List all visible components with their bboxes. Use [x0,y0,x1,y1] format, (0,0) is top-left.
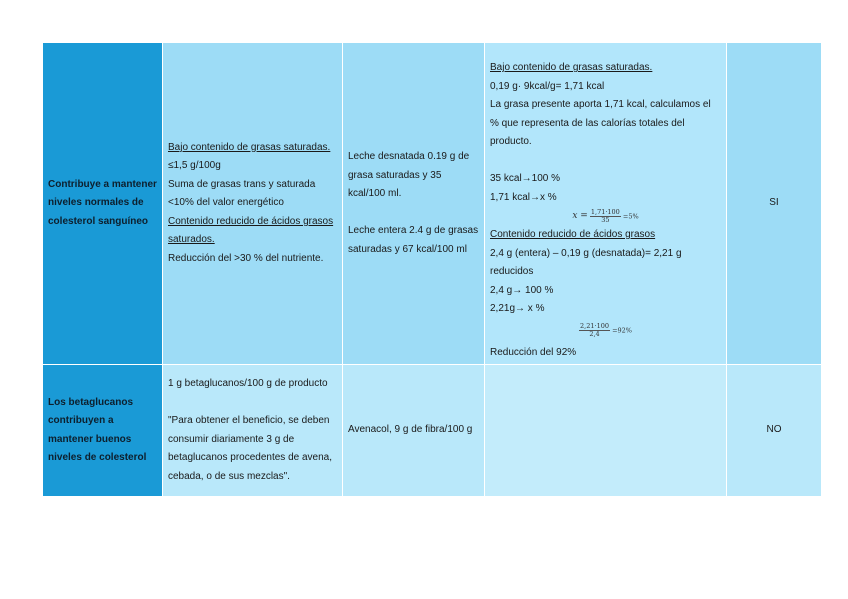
formula-1 [490,209,721,224]
claim-text: Contribuye a mantener niveles normales de colesterol sanguíneo [48,178,157,227]
calc-heading: Bajo contenido de grasas saturadas. [490,62,653,73]
formula-result: =5% [622,212,639,221]
products-cell [343,43,485,365]
calc-text: 2,21g→ x % [490,303,545,314]
formula-numerator: 2,21·100 [580,321,609,330]
claims-table [43,43,821,496]
condition-text: 1 g betaglucanos/100 g de producto [168,378,328,389]
formula-denominator: 35 [601,216,610,224]
product-text: Avenacol, 9 g de fibra/100 g [348,424,473,436]
condition-text: Reducción del >30 % del nutriente. [168,252,324,264]
table-row [43,43,821,365]
product-text: Leche desnatada 0.19 g de grasa saturadas y 35 kcal/100 ml. [348,151,470,199]
calc-text: 2,4 g→ 100 % [490,284,554,296]
formula-result: =92% [612,326,632,334]
table-row [43,365,821,496]
calculation-cell [485,43,727,365]
calc-text: 0,19 g· 9kcal/g= 1,71 kcal [490,80,605,92]
calc-text: 1,71 kcal→x % [490,191,557,203]
formula-numerator: 1,71·100 [590,208,620,216]
formula-2 [490,323,721,338]
claim-cell [43,365,163,496]
product-text: Leche entera 2.4 g de grasas saturadas y 67 kcal/100 ml [348,225,479,255]
result-cell [727,365,821,496]
calc-text: La grasa presente aporta 1,71 kcal, calculamos el % que representa de las calorías totales del producto. [490,99,711,147]
condition-heading: Contenido reducido de ácidos grasos saturados. [168,215,334,246]
claim-text: Los betaglucanos contribuyen a mantener buenos niveles de colesterol [48,396,147,463]
calc-text: 2,4 g (entera) – 0,19 g (desnatada)= 2,21 g reducidos [490,247,682,277]
calc-heading: Contenido reducido de ácidos grasos [490,229,656,240]
condition-text: ≤1,5 g/100g [168,160,221,172]
condition-heading: Bajo contenido de grasas saturadas. [168,141,331,153]
formula-var: x = [572,211,588,221]
claim-cell [43,43,163,365]
formula-denominator: 2,4 [589,329,600,338]
conditions-cell [163,365,343,496]
calculation-cell [485,365,727,496]
result-value: NO [766,424,782,436]
conditions-cell [163,43,343,365]
result-cell [727,43,821,365]
calc-text: Reducción del 92% [490,346,577,358]
calc-text: 35 kcal→100 % [490,173,561,184]
condition-text: Suma de grasas trans y saturada <10% del valor energético [168,178,316,209]
products-cell [343,365,485,496]
result-value: SI [769,197,779,209]
condition-text: "Para obtener el beneficio, se deben consumir diariamente 3 g de betaglucanos procedentes de avena, cebada, o de sus mezclas". [168,415,333,482]
